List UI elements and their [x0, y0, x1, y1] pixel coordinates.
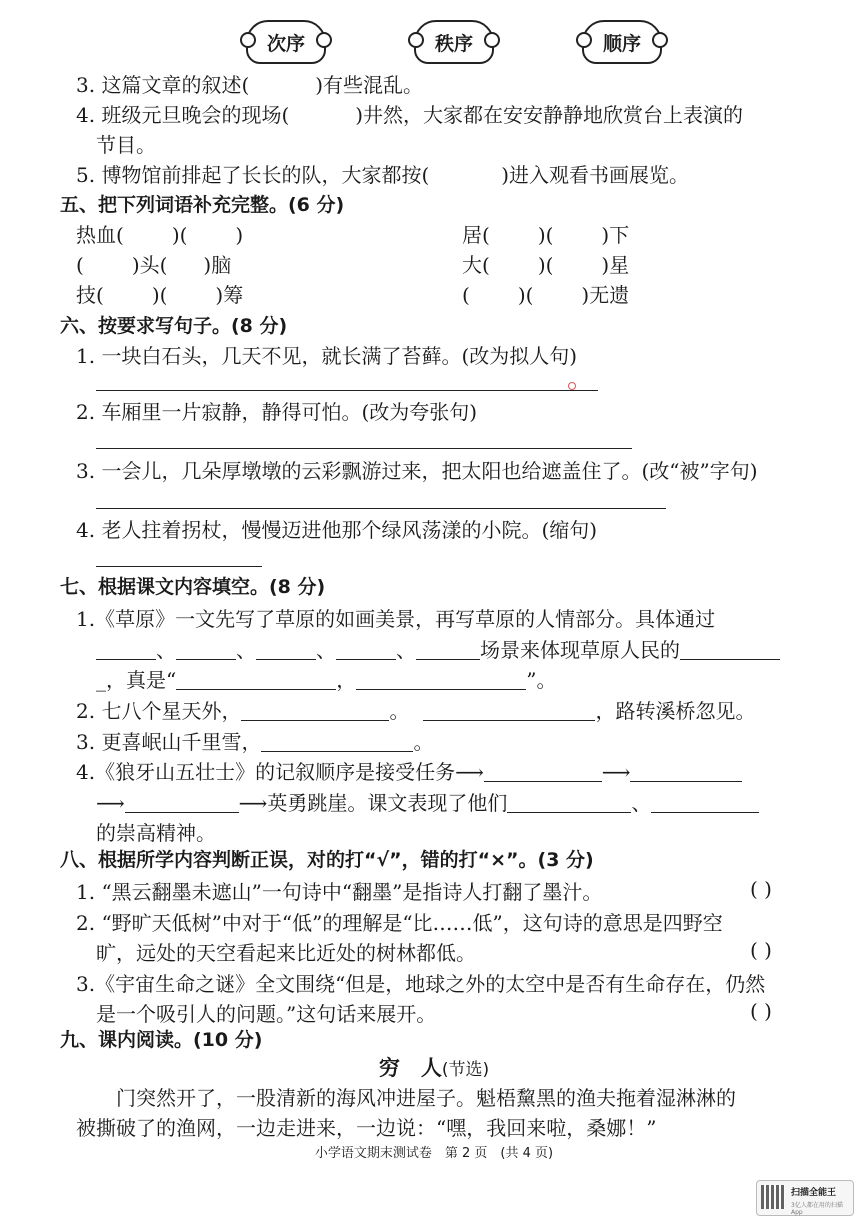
passage-title: 穷 人(节选)	[378, 1056, 490, 1080]
sec8-heading: 八、根据所学内容判断正误，对的打“√”，错的打“×”。(3 分)	[60, 849, 594, 871]
sec7-q4: 4.《狼牙山五壮士》的记叙顺序是接受任务⟶ ⟶	[76, 757, 742, 787]
judge-box-2[interactable]: ( )	[750, 938, 772, 962]
passage-line-2: 被撕破了的渔网，一边走进来，一边说：“嘿，我回来啦，桑娜！”	[76, 1116, 657, 1140]
blank[interactable]	[630, 761, 742, 782]
answer-line-3[interactable]	[96, 508, 666, 509]
idiom-1: 热血( )( )	[76, 223, 244, 247]
sec4-q4: 4. 班级元旦晚会的现场( )井然，大家都在安安静静地欣赏台上表演的	[76, 103, 744, 127]
sec7-q4-cont: ⟶ ⟶英勇跳崖。课文表现了他们 、	[96, 788, 759, 818]
sec4-q4-cont: 节目。	[96, 133, 156, 157]
blank[interactable]	[261, 731, 413, 752]
page-footer: 小学语文期末测试卷 第 2 页 (共 4 页)	[314, 1146, 554, 1161]
red-mark	[568, 382, 576, 390]
sec7-q2: 2. 七八个星天外， 。 ，路转溪桥忽见。	[76, 699, 756, 723]
blank[interactable]	[651, 792, 759, 813]
sec5-heading: 五、把下列词语补充完整。(6 分)	[60, 194, 345, 216]
blank[interactable]	[423, 700, 595, 721]
sec7-q3: 3. 更喜岷山千里雪， 。	[76, 730, 434, 754]
sec7-q4-end: 的崇高精神。	[96, 821, 216, 845]
blank[interactable]	[680, 639, 780, 660]
blank[interactable]	[176, 639, 236, 660]
judge-box-1[interactable]: ( )	[750, 877, 772, 901]
blank[interactable]	[241, 700, 389, 721]
answer-line-2[interactable]	[96, 448, 632, 449]
idiom-5: 技( )( )筹	[76, 283, 244, 307]
blank[interactable]	[507, 792, 631, 813]
sec8-q2-cont: 旷，远处的天空看起来比近处的树林都低。	[96, 941, 476, 965]
judge-box-3[interactable]: ( )	[750, 999, 772, 1023]
sec6-q4: 4. 老人拄着拐杖，慢慢迈进他那个绿风荡漾的小院。(缩句)	[76, 518, 598, 542]
sec8-q2: 2. “野旷天低树”中对于“低”的理解是“比……低”，这句诗的意思是四野空	[76, 911, 723, 935]
answer-line-4[interactable]	[96, 566, 262, 567]
qr-code-icon	[761, 1185, 785, 1209]
sec4-q3: 3. 这篇文章的叙述( )有些混乱。	[76, 73, 424, 97]
sec8-q1: 1. “黑云翻墨未遮山”一句诗中“翻墨”是指诗人打翻了墨汁。	[76, 880, 603, 904]
sec4-q5: 5. 博物馆前排起了长长的队，大家都按( )进入观看书画展览。	[76, 163, 690, 187]
sec8-q3-cont: 是一个吸引人的问题。”这句话来展开。	[96, 1002, 437, 1026]
passage-line-1: 门突然开了，一股清新的海风冲进屋子。魁梧黧黑的渔夫拖着湿淋淋的	[116, 1086, 736, 1110]
idiom-4: 大( )( )星	[462, 253, 630, 277]
blank[interactable]	[176, 669, 336, 690]
sec7-q1-cont: _，真是“ ， ”。	[96, 668, 557, 692]
answer-line-1[interactable]	[96, 390, 598, 391]
sec6-q1: 1. 一块白石头，几天不见，就长满了苔藓。(改为拟人句)	[76, 344, 578, 368]
blank[interactable]	[336, 639, 396, 660]
sec6-heading: 六、按要求写句子。(8 分)	[60, 315, 288, 337]
sec7-heading: 七、根据课文内容填空。(8 分)	[60, 576, 326, 598]
sec9-heading: 九、课内阅读。(10 分)	[60, 1029, 263, 1051]
sec7-q1: 1.《草原》一文先写了草原的如画美景，再写草原的人情部分。具体通过	[76, 607, 716, 631]
sec7-q1-blanks: 、 、 、 、 场景来体现草原人民的	[96, 635, 780, 665]
sec6-q2: 2. 车厢里一片寂静，静得可怕。(改为夸张句)	[76, 400, 478, 424]
tag-zhixu: 秩序	[414, 20, 494, 64]
blank[interactable]	[256, 639, 316, 660]
idiom-3: ( )头( )脑	[76, 253, 232, 277]
idiom-2: 居( )( )下	[462, 223, 630, 247]
tag-cixu: 次序	[246, 20, 326, 64]
blank[interactable]	[96, 639, 156, 660]
sec8-q3: 3.《宇宙生命之谜》全文围绕“但是，地球之外的太空中是否有生命存在，仍然	[76, 972, 766, 996]
blank[interactable]	[356, 669, 526, 690]
tag-shunxu: 顺序	[582, 20, 662, 64]
sec6-q3: 3. 一会儿，几朵厚墩墩的云彩飘游过来，把太阳也给遮盖住了。(改“被”字句)	[76, 459, 758, 483]
blank[interactable]	[125, 792, 239, 813]
scanner-watermark: 扫描全能王 3亿人都在用的扫描App	[756, 1180, 854, 1216]
blank[interactable]	[416, 639, 480, 660]
idiom-6: ( )( )无遗	[462, 283, 630, 307]
blank[interactable]	[484, 761, 602, 782]
